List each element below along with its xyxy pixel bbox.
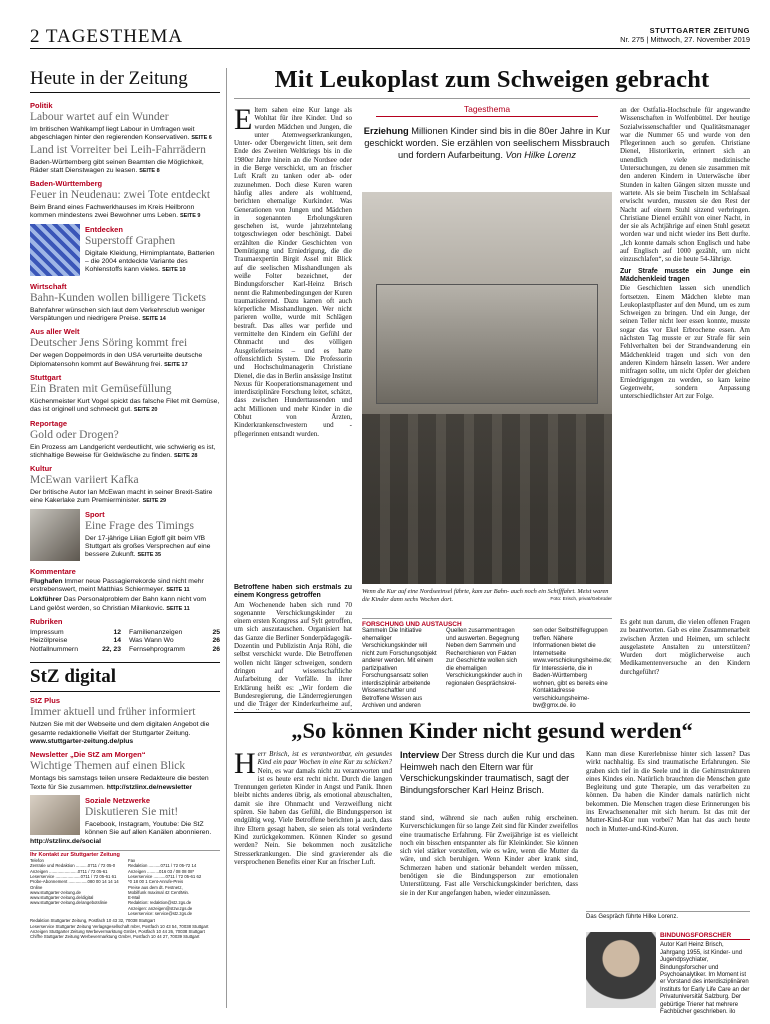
contact-right: Fax Redaktion ..........0711 / 72 05-72 14 Anzeigen ..........016 03 / 08 08 08* Leserservice ..........0711 / 72 05-61 62 *0 18 00 1 Cent-Anrufe-Preis Preise aus dem dt. Festnetz, Mobilfunk maximal 42 Cent/Min. E-Mail Redaktion: redaktion@stz.zgs.de Anzeigen: anzeigen@stzw.zgs.de Leserservice: service@stz.zgs.de — [128, 858, 202, 917]
interview-rule — [234, 712, 750, 713]
main-col-4-subhead: Zur Strafe musste ein Junge ein Mädchenkleid tragen — [620, 267, 750, 283]
main-col-4c: Es geht nun darum, die vielen offenen Fragen zu beantworten. Gab es eine Zusammenarbeit zwischen Ärzten und Heimen, um schlecht ausgelastete Anstalten zu unterstützen? Wurden dort möglicherweise auch Medikamentenversuche an den Kindern durchgeführt? — [620, 618, 750, 676]
bio-text: Autor Karl Heinz Brisch, Jahrgang 1955, ist Kinder- und Jugendpsychiater, Bindungsforscher und Psychoanalytiker. Im Moment ist er Vorstand des interdisziplinären Instituts for Early Life Care an der Privatuniversität Salzburg. Der gebürtige Trierer hat mehrere Fachbücher geschrieben. ilo — [660, 942, 750, 1016]
teaser-body: Im britischen Wahlkampf liegt Labour in Umfragen weit abgeschlagen hinter den regierenden Konservativen. — [30, 126, 195, 142]
newsletter-link[interactable]: http://stzlinx.de/newsletter — [106, 783, 193, 791]
sidebar-teaser — [30, 323, 220, 369]
top-rule — [30, 48, 750, 49]
sidebar-title: Heute in der Zeitung — [30, 68, 220, 93]
teaser-headline: Gold oder Drogen? — [30, 428, 119, 441]
stz-plus-text — [30, 721, 220, 746]
sidebar-teaser — [30, 175, 220, 221]
teaser-page-ref: SEITE 29 — [142, 498, 167, 505]
stz-plus-label: StZ Plus — [30, 696, 61, 706]
teaser-headline: McEwan variiert Kafka — [30, 474, 139, 487]
rubrik-page: 25 — [212, 628, 220, 636]
interview-col-1-text: Nein, es war damals nicht zu verantworten und ist es heute erst recht nicht. Durch die langen Trennungen gerieten Kinder in Angst und Panik. Ihnen bleibt nichts anderes übrig, als emotional abzuschalten, damit sie ihre Ohnmacht und Verzweiflung nicht spüren. Sie haben das Gefühl, die Bindungsperson ist endgültig weg. Viele Betroffene berichten ja auch, dass ihre Eltern gesagt haben, sie seien als total veränderte Kind zurückgekommen. Können Kinder so gesund werden? Nein. Sie bekommen noch zusätzliche Stresserkrankungen. Die sind gravierender als die versprochenen Benefits einer Kur an frischer Luft. — [234, 766, 392, 866]
column-divider — [226, 68, 227, 1008]
main-col-1-text: ltern sahen eine Kur lange als Wohltat für ihre Kinder. Und so wurden Mädchen und Jungen, die unter Atemwegserkrankungen, Unter- oder Übergewicht litten, seit dem Ende des Zweiten Weltkriegs bis in die 1980er Jahre hinein an die Nordsee oder in die Berge verschickt, um an frischer Luft Kraft zu tanken oder ab- oder zuzunehmen. Doch diese Kuren waren häufig alles andere als wohltuend, berichten ehemalige Kurkinder. Was Generationen von Jungen und Mädchen in sogenannten Erholungskuren geschehen ist, wurde jahrzehntelang totgeschwiegen oder beschönigt. Dabei erzählten die Kinder Geschichten von Demütigung und Erniedrigung, die die Traumaexpertin Birgit Assel mit Blick auf die seelischen Misshandlungen als weiße Folter bezeichnet, der Bindungsforscher Karl-Heinz Brisch nennt die Rahmenbedingungen der Kuren traumatisierend. Dazu kamen oft auch körperliche Misshandlungen. Wer nicht parieren wollte, wurde mit Schlägen bestraft. Das alles war perfide und vermittelte den Kindern ein Gefühl der Ohnmacht und des völligen Ausgeliefertseins – und es hatte offensichtlich System. Die Professorin und Hochschulmanagerin Christiane Dienel, die das in Berlin ansässige Institut Nexus für Kooperationsmanagement und interdisziplinäre Forschung leitet, schätzt, dass zwischen Hunderttausenden und acht Millionen und mehr Kinder in die Obhut von Ärzten, Kinderkrankenschwestern und -pflegerinnen entsandt wurden. — [234, 106, 352, 438]
teaser-text — [30, 159, 220, 176]
rubrik-page: 22, 23 — [102, 645, 121, 653]
interview-dropcap: H — [234, 750, 256, 780]
interview-teaser-topic: Interview — [400, 750, 440, 760]
rubrik-name: Notfallnummern — [30, 645, 78, 653]
teaser-page-ref: SEITE 8 — [139, 167, 160, 174]
rubrik-entry — [30, 629, 121, 638]
rubrik-name: Was Wann Wo — [129, 637, 174, 645]
headline-rule — [234, 98, 750, 99]
teaser-headline: Superstoff Graphen — [85, 234, 176, 247]
contact-left: Telefon Zentrale und Redaktion ..........0711 / 72 05-0 Anzeigen ........................0711 / 72 05-61 Leserservice .....................0711 / 72 05-61 61 Probe-Abonnement ................080 00 14 14 14 Online www.stuttgarter-zeitung.de www.stuttgarter-zeitung.de/digital www.stuttgarter-zeitung.de/angebotslinie — [30, 858, 119, 906]
teaser-body: Der britische Autor Ian McEwan macht in seiner Brexit-Satire eine Kakerlake zum Premierminister. — [30, 489, 213, 505]
teaser-text — [30, 126, 220, 143]
main-teaser — [362, 125, 612, 161]
teaser-headline: Eine Frage des Timings — [85, 519, 194, 532]
teaser-section: Wirtschaft — [30, 281, 67, 291]
children-image — [362, 414, 612, 584]
rubrik-page: 26 — [212, 645, 220, 653]
comment-1 — [30, 578, 220, 595]
page-number: 2 TAGESTHEMA — [30, 26, 184, 47]
interview-teaser — [400, 750, 578, 796]
comment-2-text: Das Personalproblem der Bahn kann nicht vom Land gelöst werden, so Christian Milankovic. — [30, 596, 207, 612]
teaser-section: Aus aller Welt — [30, 327, 80, 337]
masthead — [620, 26, 750, 44]
teaser-headline: Land ist Vorreiter bei Leih-Fahrrädern — [30, 143, 206, 156]
teaser-page-ref: SEITE 14 — [142, 316, 166, 323]
main-dropcap: E — [234, 106, 253, 136]
main-col-2 — [234, 584, 352, 710]
main-col-4 — [620, 106, 750, 616]
teaser-thumbnail — [30, 224, 80, 276]
social-headline: Diskutieren Sie mit! — [85, 805, 179, 818]
interview-col-2: stand sind, während sie nach außen ruhig erscheinen. Kurverschickungen für so lange Zeit sind für Kinder zweifellos eine traumatische Erfahrung. Für Zweijährige ist es vielleicht noch ein bisschen entspannter als für Kleinkinder. Sie können sich viel stärker vorstellen, wie es wäre, wenn die Mutter da wäre, und sich beruhigen. Wenn Kinder aber krank sind, Schmerzen haben und stationär behandelt werden müssen, benötigen sie die Bindungsperson zur emotionalen Unterstützung. Fast alle Verschickungskinder berichten, dass sie in der Kur angefangen haben, wieder einzunässen. — [400, 814, 578, 897]
issue-date: Nr. 275 | Mittwoch, 27. November 2019 — [620, 35, 750, 44]
sidebar-teaser — [30, 460, 220, 506]
info-box-title: FORSCHUNG UND AUSTAUSCH — [362, 618, 612, 628]
interview-headline: „So können Kinder nicht gesund werden“ — [291, 718, 693, 743]
teaser-thumbnail — [30, 509, 80, 561]
rubrik-entry — [129, 646, 220, 655]
sidebar-teaser — [30, 415, 220, 461]
teaser-text — [30, 444, 220, 461]
teaser-section: Politik — [30, 101, 53, 110]
rubrik-name: Fernsehprogramm — [129, 645, 185, 653]
newsletter-body: Montags bis samstags teilen unsere Redakteure die besten Texte für Sie zusammen. — [30, 775, 209, 791]
sidebar-teaser — [30, 143, 220, 176]
ship-image — [376, 284, 598, 404]
teaser-text — [30, 307, 220, 324]
info-box-col-2: Quellen zusammentragen und auswerten. Begegnung Neben dem Sammeln und Recherchieren von Fakten zur Geschichte wollen sich die ehemaligen Verschickungskinder auch in regionalen Gesprächskrei- — [446, 628, 523, 687]
newsletter-label: Newsletter „Die StZ am Morgen“ — [30, 750, 146, 760]
social-body: Facebook, Instagram, Youtube: Die StZ können Sie auf allen Kanälen abonnieren. — [85, 820, 212, 837]
teaser-headline: Deutscher Jens Söring kommt frei — [30, 337, 188, 350]
teaser-text — [30, 204, 220, 221]
interview-col-3: Kann man diese Kurerlebnisse hinter sich lassen? Das wirkt nachhaltig. Es sind traumatische Erfahrungen. Sie graben sich tief in die Seele und in die Gehirnstrukturen eines Kindes ein. Natürlich brauchten die Menschen gute Begleitung und gute Therapie, um das verarbeiten zu können. Da haben die Kinder damals natürlich nicht bekommen. Die Menschen tragen diese Erinnerungen bis ins Erwachsenenalter mit sich herum. Ist das mit der Mutter-Kind-Kur nun vorbei? Man hat das auch heute noch in Mutter-und-Kind-Kuren. — [586, 750, 750, 833]
sidebar-teaser — [30, 369, 220, 415]
main-teaser-topic: Erziehung — [363, 126, 409, 136]
teaser-page-ref: SEITE 10 — [161, 267, 186, 274]
author-portrait — [586, 932, 656, 1008]
main-teaser-text: Millionen Kinder sind bis in die 80er Jahre in Kur geschickt worden. Sie erzählen von seelischem Missbrauch und fordern Aufarbeitung. — [364, 126, 611, 160]
teaser-body: Küchenmeister Kurt Vogel spickt das falsche Filet mit Gemüse, das ist originell und schmeckt gut. — [30, 397, 220, 414]
info-box-col-3: sen oder Selbsthilfegruppen treffen. Nähere Informationen bietet die Internetseite www.verschickungsheime.de; für Interessierte, die in Baden-Württemberg wohnen, gibt es bereits eine Kontaktadresse verschickungsheime-bw@gmx.de. ilo — [533, 628, 612, 709]
rubrik-entry — [30, 637, 121, 646]
newsletter-headline: Wichtige Themen auf einen Blick — [30, 760, 186, 773]
comment-2-label: Lokführer — [30, 596, 62, 604]
teaser-body: Digitale Kleidung, Hirnimplantate, Batterien – die 2004 entdeckte Variante des Kohlenstoffs kann vieles. — [85, 249, 215, 274]
main-kicker: Tagesthema — [376, 104, 598, 117]
main-headline: Mit Leukoplast zum Schweigen gebracht — [274, 66, 710, 93]
social-block — [30, 792, 220, 846]
interview-intro-question: err Brisch, ist es verantwortbar, ein gesundes Kind ein paar Wochen in eine Kur zu schicken? — [257, 750, 392, 767]
social-link[interactable]: http://stzlinx.de/social — [30, 837, 101, 845]
sidebar-teaser — [30, 506, 220, 563]
comment-1-label: Flughafen — [30, 577, 63, 585]
sidebar-teaser — [30, 97, 220, 143]
stz-plus-headline: Immer aktuell und früher informiert — [30, 706, 196, 719]
author-bio — [660, 932, 750, 1016]
rubrik-page: 26 — [212, 637, 220, 645]
teaser-section: Kultur — [30, 464, 53, 474]
teaser-body: Beim Brand eines Fachwerkhauses im Kreis Heilbronn kommen mindestens zwei Bewohner ums Leben. — [30, 204, 195, 220]
photo-caption — [362, 588, 612, 603]
comment-1-text: Immer neue Passagierrekorde sind nicht mehr erstrebenswert, meint Matthias Schiermeyer. — [30, 577, 204, 594]
photo-caption-text: Wenn die Kur auf eine Nordseeinsel führte, kam zur Bahn- auch noch ein Schifffahrt. Meist waren die Kinder dann sechs Wochen dort. — [362, 588, 609, 603]
interview-teaser-text: Der Stress durch die Kur und das Heimweh nach den Eltern war für Verschickungskinder traumatisch, sagt der Bindungsforscher Karl Heinz Brisch. — [400, 750, 575, 795]
comment-1-ref: SEITE 11 — [166, 587, 190, 594]
newsletter-text — [30, 775, 220, 792]
teaser-headline: Bahn-Kunden wollen billigere Tickets — [30, 291, 206, 304]
social-label: Soziale Netzwerke — [85, 795, 151, 805]
sidebar — [30, 68, 220, 940]
main-teaser-author: Von Hilke Lorenz — [505, 150, 576, 160]
contact-title: Ihr Kontakt zur Stuttgarter Zeitung — [30, 850, 220, 858]
info-box-col-1: Sammeln Die Initiative ehemaliger Verschickungskinder will nicht zum Forschungsobjekt anderer werden. Mit einem partizipativen Forschungsansatz sollen interdisziplinär arbeitende Wissenschaftler und Betroffene Wissen aus Archiven und anderen — [362, 628, 437, 709]
teaser-text — [30, 398, 220, 415]
comments-section: Kommentare — [30, 566, 76, 576]
contact-footer: Redaktion Stuttgarter Zeitung, Postfach 10 43 32, 70038 Stuttgart Leserservice Stuttgarter Zeitung Verlagsgesellschaft mbH, Postfach 10 43 54, 70038 Stuttgart Anzeigen Stuttgarter Zeitung Werbevermarktung GmbH, Postfach 10 44 26, 70038 Stuttgart Chiffre Stuttgarter Zeitung Werbevermarktung GmbH, Postfach 10 44 27, 70039 Stuttgart — [30, 918, 209, 940]
teaser-body: Bahnfahrer wünschen sich laut dem Verkehrsclub weniger Verspätungen und niedrigere Preise. — [30, 306, 205, 323]
social-image — [30, 795, 80, 835]
teaser-headline: Ein Braten mit Gemüsefüllung — [30, 382, 172, 395]
stz-plus-body: Nutzen Sie mit der Webseite und dem digitalen Angebot die gesamte redaktionelle Vielfalt der Stuttgarter Zeitung. — [30, 721, 210, 737]
rubrik-name: Familienanzeigen — [129, 628, 183, 636]
rubrik-page: 14 — [113, 637, 121, 645]
teaser-body: Ein Prozess am Landgericht verdeutlicht, wie schwierig es ist, stichhaltige Beweise für Geldwäsche zu finden. — [30, 443, 216, 459]
teaser-section: Entdecken — [85, 224, 123, 234]
stz-plus-link[interactable]: www.stuttgarter-zeitung.de/plus — [30, 738, 134, 746]
sidebar-teaser — [30, 221, 220, 278]
main-teaser-block — [362, 104, 612, 161]
rubrik-name: Impressum — [30, 628, 64, 636]
photo-credit: Foto: Erisch, privat/Gebrüder — [550, 596, 612, 602]
interview-col-1 — [234, 750, 392, 1010]
teaser-page-ref: SEITE 9 — [180, 213, 201, 220]
bio-title: BINDUNGSFORSCHER — [660, 932, 750, 940]
rubrik-entry — [30, 646, 121, 655]
teaser-section: Sport — [85, 509, 105, 519]
teaser-text — [30, 489, 220, 506]
teaser-section: Stuttgart — [30, 372, 62, 382]
main-col-2-subhead: Betroffene haben sich erstmals zu einem Kongress getroffen — [234, 584, 352, 600]
sidebar-items — [30, 97, 220, 563]
rubrik-entry — [129, 629, 220, 638]
interview-caption: Das Gespräch führte Hilke Lorenz. — [586, 911, 750, 920]
main-col-4-text: an der Ostfalia-Hochschule für angewandte Wissenschaften in Wolfenbüttel. Der heutige Sozialwissenschaftler und Qualitätsmanager war die Nummer 65 und wurde von den Pflegerinnen auch so gerufen. Christiane Dienel, Historikerin, erinnert sich an unendlich viele medizinische Untersuchungen, zu denen sie zusammen mit den anderen Kindern in Unterwäsche über Stunden in kalten Gängen sitzen musste und wartete. Als sie beim Tuscheln im Schlafsaal erwischt wurden, mussten sie den Rest der Nacht auf einem Stuhl sitzend verbringen. Christiane Dienel erzählt von einer Nacht, in der sie als Achtjährige auf einen Stuhl gesetzt worden war und nicht wieder ins Bett durfte. „Ich konnte damals schon Englisch und habe auf Englisch auf 1000 gezählt, um nicht einzuschlafen“, so die heute 54-Jährige. — [620, 106, 750, 264]
main-photo — [362, 192, 612, 584]
comment-2 — [30, 596, 220, 613]
teaser-page-ref: SEITE 20 — [133, 407, 158, 414]
teaser-text — [30, 352, 220, 369]
teaser-page-ref: SEITE 6 — [191, 135, 212, 142]
stz-digital-title: StZ digital — [30, 662, 220, 692]
rubriken-section: Rubriken — [30, 616, 63, 626]
teaser-page-ref: SEITE 28 — [173, 452, 198, 459]
main-col-2-text: Am Wochenende haben sich rund 70 sogenannte Verschickungskinder zu einem ersten Kongress auf Sylt getroffen, um sich auszutauschen. Organisiert hat das Ganze die Berliner Sonderpädagogik-Dozentin und Publizistin Anja Röhl, die selbst verschickt wurde. Die Betroffenen wollen nicht länger schweigen, sondern dringen auf wissenschaftliche Aufarbeitung der Vorfälle. In ihrer Erklärung heißt es: „Wir fordern die Bundesregierung, die Länderregierungen und die Träger der Kinderkurheime auf, — [234, 600, 352, 709]
teaser-body: Der wegen Doppelmords in den USA verurteilte deutsche Diplomatensohn kommt auf Bewährung frei. — [30, 352, 203, 368]
teaser-headline: Feuer in Neudenau: zwei Tote entdeckt — [30, 189, 211, 202]
teaser-section: Reportage — [30, 418, 68, 428]
sidebar-teaser — [30, 278, 220, 324]
rubriken-index — [30, 629, 220, 655]
teaser-body: Der 17-jährige Lilian Egloff gilt beim VfB Stuttgart als großes Versprechen auf eine bessere Zukunft. — [85, 534, 211, 559]
contact-box — [30, 850, 220, 940]
main-col-4b-text: Die Geschichten lassen sich unendlich fortsetzen. Einem Mädchen klebte man Leukoplastpflaster auf den Mund, um es zum Schweigen zu bringen. Und ein Junge, der seinen Teller nicht leer essen konnte, musste sogar das vor Ekel Erbrochene essen. Am nächsten Tag musste er zur Strafe für sein Fehlverhalten bei der Strandwanderung ein Mädchenkleid tragen und sich von den anderen Kindern hänseln lassen. Wer andere mitfragen sollte, um nicht Opfer der gleichen Erniedrigungen zu werden, so kam keine Gegenwehr, sondern Anpassung unterschiedlichster Art zur Folge. — [620, 284, 750, 401]
teaser-page-ref: SEITE 17 — [164, 361, 188, 368]
teaser-headline: Labour wartet auf ein Wunder — [30, 111, 169, 123]
main-col-1 — [234, 106, 352, 584]
rubrik-name: Heizölpreise — [30, 637, 68, 645]
rubrik-page: 12 — [113, 628, 121, 636]
rubrik-entry — [129, 637, 220, 646]
paper-name: STUTTGARTER ZEITUNG — [649, 26, 750, 35]
teaser-body: Baden-Württemberg gibt seinen Beamten die Möglichkeit, Räder statt Dienstwagen zu leasen. — [30, 158, 204, 174]
comment-2-ref: SEITE 11 — [166, 605, 190, 612]
teaser-page-ref: SEITE 35 — [137, 552, 162, 559]
teaser-section: Baden-Württemberg — [30, 179, 103, 189]
